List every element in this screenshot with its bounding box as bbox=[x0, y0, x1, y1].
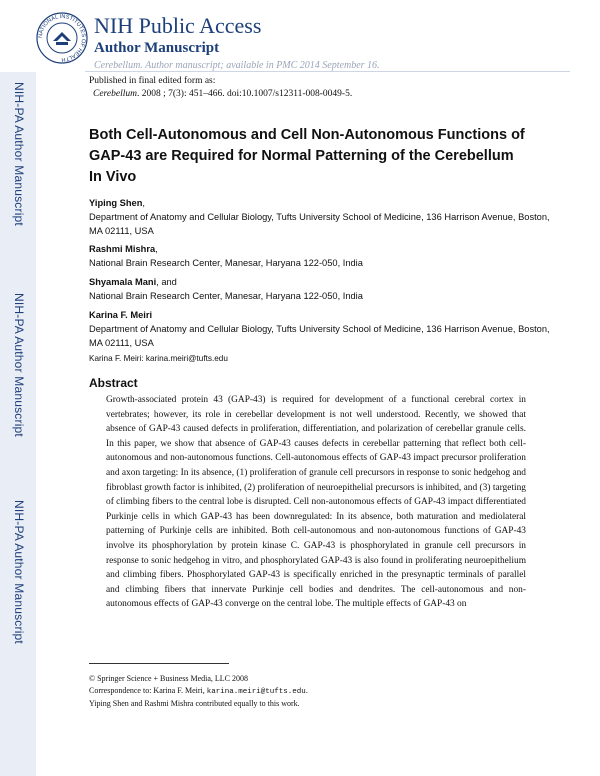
svg-text:NATIONAL INSTITUTES OF HEALTH bbox=[38, 14, 86, 62]
published-label: Published in final edited form as: bbox=[89, 76, 216, 86]
author-block-3: Shyamala Mani, and National Brain Research Center, Manesar, Haryana 122-050, India bbox=[89, 275, 559, 303]
correspondence-note: Correspondence to: Karina F. Meiri, karina.meiri@tufts.edu. bbox=[89, 686, 308, 696]
sidebar-label-2: NIH-PA Author Manuscript bbox=[12, 293, 26, 437]
journal-name: Cerebellum bbox=[93, 89, 137, 99]
author-affiliation: National Brain Research Center, Manesar, Haryana 122-050, India bbox=[89, 258, 363, 268]
author-email: Karina F. Meiri: karina.meiri@tufts.edu bbox=[89, 354, 228, 363]
author-block-4 bbox=[89, 308, 559, 350]
manuscript-availability: Cerebellum. Author manuscript; available in PMC 2014 September 16. bbox=[94, 60, 380, 71]
correspondence-email: karina.meiri@tufts.edu bbox=[206, 688, 306, 696]
seal-text: NATIONAL INSTITUTES OF HEALTH bbox=[37, 13, 87, 63]
author-name: Rashmi Mishra bbox=[89, 244, 156, 254]
header-divider bbox=[85, 71, 570, 72]
author-name: Karina F. Meiri bbox=[89, 310, 153, 320]
public-access-title: NIH Public Access bbox=[94, 13, 262, 38]
author-block-1: Yiping Shen, Department of Anatomy and Cellular Biology, Tufts University School of Medicine, 136 Harrison Avenue, Boston, MA 02111, USA bbox=[89, 196, 559, 238]
sidebar-label-3: NIH-PA Author Manuscript bbox=[12, 500, 26, 644]
author-affiliation: Department of Anatomy and Cellular Biology, Tufts University School of Medicine, 136 Harrison Avenue, Boston, MA 02111, USA bbox=[89, 212, 550, 236]
author-affiliation: National Brain Research Center, Manesar, Haryana 122-050, India bbox=[89, 291, 363, 301]
citation bbox=[89, 88, 352, 101]
footnotes bbox=[89, 673, 308, 710]
equal-contribution-note: Yiping Shen and Rashmi Mishra contributed equally to this work. bbox=[89, 699, 300, 708]
author-affiliation: Department of Anatomy and Cellular Biology, Tufts University School of Medicine, 136 Harrison Avenue, Boston, MA 02111, USA bbox=[89, 324, 550, 348]
citation-details: . 2008 ; 7(3): 451–466. doi:10.1007/s12311-008-0049-5. bbox=[136, 89, 353, 99]
abstract-heading: Abstract bbox=[89, 376, 138, 390]
publication-info bbox=[89, 75, 352, 101]
nih-seal-logo bbox=[36, 12, 88, 64]
author-name: Yiping Shen bbox=[89, 198, 143, 208]
sidebar-label-1: NIH-PA Author Manuscript bbox=[12, 82, 26, 226]
footnote-divider bbox=[89, 663, 229, 664]
copyright-note: © Springer Science + Business Media, LLC 2008 bbox=[89, 674, 249, 683]
article-title: Both Cell-Autonomous and Cell Non-Autonomous Functions of GAP-43 are Required for Normal Patterning of the Cerebellum In Vivo bbox=[89, 127, 525, 185]
author-manuscript-title: Author Manuscript bbox=[94, 40, 220, 56]
abstract-text: Growth-associated protein 43 (GAP-43) is required for development of a functional cerebral cortex in vertebrates; however, its role in cerebellar development is not well understood. Recently, we showed that absence of GAP-43 caused defects in proliferation, differentiation, and polarization of cerebellar granule cells. In this paper, we show that absence of GAP-43 causes defects in cerebellar patterning that reflect both cell-autonomous and non-autonomous functions. Cell-autonomous effects of GAP-43 impact precursor proliferation and axon targeting: In its absence, (1) proliferation of granule cell precursors in response to sonic hedgehog and fibroblast growth factor is inhibited, (2) proliferation of neuroepithelial precursors is inhibited, and (3) targeting of climbing fibers to the central lobe is disrupted. Cell non-autonomous effects of GAP-43 impact differentiated Purkinje cells in which GAP-43 has been downregulated: In its absence, both maturation and mediolateral patterning of Purkinje cells are inhibited. Both cell-autonomous and non-autonomous functions of GAP-43 involve its phosphorylation by protein kinase C. GAP-43 is phosphorylated in granule cell precursors in response to sonic hedgehog in vitro, and phosphorylated GAP-43 is also found in proliferating neuroepithelium and climbing fibers. Phosphorylated GAP-43 is specifically enriched in the presynaptic terminals of parallel and climbing fibers that innervate Purkinje cell bodies and dendrites. The cell-autonomous and non-autonomous effects of GAP-43 converge on the central lobe. The multiple effects of GAP-43 on bbox=[106, 395, 526, 610]
nih-header bbox=[36, 12, 576, 72]
author-block-2: Rashmi Mishra, National Brain Research Center, Manesar, Haryana 122-050, India bbox=[89, 242, 559, 270]
author-name: Shyamala Mani bbox=[89, 277, 157, 287]
